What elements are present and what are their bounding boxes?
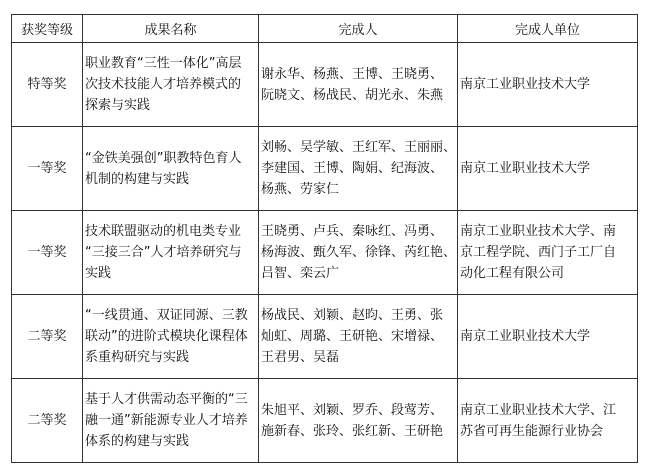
people-line: 王晓勇、卢兵、秦咏红、冯勇、 <box>261 224 444 239</box>
award-level: 二等奖 <box>12 295 83 379</box>
people-line: 杨燕、劳家仁 <box>261 182 340 197</box>
people-line: 灿虹、周璐、王研艳、宋增禄、 <box>261 329 444 344</box>
unit-line: 苏省可再生能源行业协会 <box>460 423 604 439</box>
award-level: 二等奖 <box>12 379 83 463</box>
title-line: 融一通”新能源专业人才培养 <box>85 413 248 428</box>
title-line: 机制的构建与实践 <box>85 171 190 187</box>
people-line: 王君男、吴磊 <box>261 350 340 365</box>
title-line: 联动”的进阶式模块化课程体 <box>85 329 248 344</box>
title-line: 职业教育“三性一体化”高层 <box>85 56 242 71</box>
title-line: 基于人才供需动态平衡的“三 <box>85 392 248 407</box>
title-line: 探索与实践 <box>85 98 151 113</box>
people-line: 吕智、栾云广 <box>261 266 340 281</box>
completer-unit <box>458 127 638 211</box>
people-line: 朱旭平、刘颖、罗乔、段莺芳、 <box>261 402 444 418</box>
header-completer-unit: 完成人单位 <box>458 15 638 43</box>
completers <box>259 211 458 295</box>
unit-line: 动化工程有限公司 <box>460 266 565 281</box>
achievement-title <box>83 295 259 379</box>
completers <box>259 295 458 379</box>
achievement-title <box>83 211 259 295</box>
header-completers: 完成人 <box>259 15 458 43</box>
completers <box>259 43 458 127</box>
award-level: 特等奖 <box>12 43 83 127</box>
unit-line: 京工程学院、西门子工厂自 <box>460 245 617 260</box>
achievement-title <box>83 379 259 463</box>
completers <box>259 379 458 463</box>
unit-line: 南京工业职业技术大学 <box>460 77 591 92</box>
table-row <box>12 379 638 463</box>
completers <box>259 127 458 211</box>
people-line: 杨海波、甄久军、徐锋、芮红艳、 <box>261 245 457 260</box>
table-row <box>12 127 638 211</box>
table-row <box>12 295 638 379</box>
people-line: 刘畅、吴学敏、王红军、王丽丽、 <box>261 140 457 155</box>
unit-line: 南京工业职业技术大学 <box>460 161 591 176</box>
achievement-title <box>83 127 259 211</box>
title-line: “三接三合”人才培养研究与 <box>85 245 242 260</box>
title-line: 次技术技能人才培养模式的 <box>85 77 242 92</box>
completer-unit <box>458 211 638 295</box>
header-achievement-name: 成果名称 <box>83 15 259 43</box>
award-level: 一等奖 <box>12 211 83 295</box>
award-level: 一等奖 <box>12 127 83 211</box>
achievement-title <box>83 43 259 127</box>
unit-line: 南京工业职业技术大学 <box>460 329 591 344</box>
people-line: 阮晓文、杨战民、胡光永、朱燕 <box>261 87 444 103</box>
unit-line: 南京工业职业技术大学、江 <box>460 402 617 418</box>
people-line: 杨战民、刘颖、赵昀、王勇、张 <box>261 308 444 323</box>
unit-line: 南京工业职业技术大学、南 <box>460 224 617 239</box>
table-row <box>12 211 638 295</box>
header-award-level: 获奖等级 <box>12 15 83 43</box>
table-body <box>12 43 638 463</box>
table-row <box>12 43 638 127</box>
title-line: 体系的构建与实践 <box>85 434 190 449</box>
completer-unit <box>458 379 638 463</box>
table-header <box>12 15 638 43</box>
people-line: 谢永华、杨燕、王博、王晓勇、 <box>261 66 444 82</box>
title-line: 技术联盟驱动的机电类专业 <box>85 224 242 239</box>
title-line: “一线贯通、双证同源、三教 <box>85 308 248 323</box>
title-line: 实践 <box>85 266 112 281</box>
title-line: 系重构研究与实践 <box>85 350 190 365</box>
title-line: “金铁美强创”职教特色育人 <box>85 150 242 166</box>
awards-table <box>11 14 638 463</box>
completer-unit <box>458 43 638 127</box>
completer-unit <box>458 295 638 379</box>
people-line: 施新春、张玲、张红新、王研艳 <box>261 423 444 439</box>
people-line: 李建国、王博、陶娟、纪海波、 <box>261 161 444 176</box>
header-row <box>12 15 638 43</box>
